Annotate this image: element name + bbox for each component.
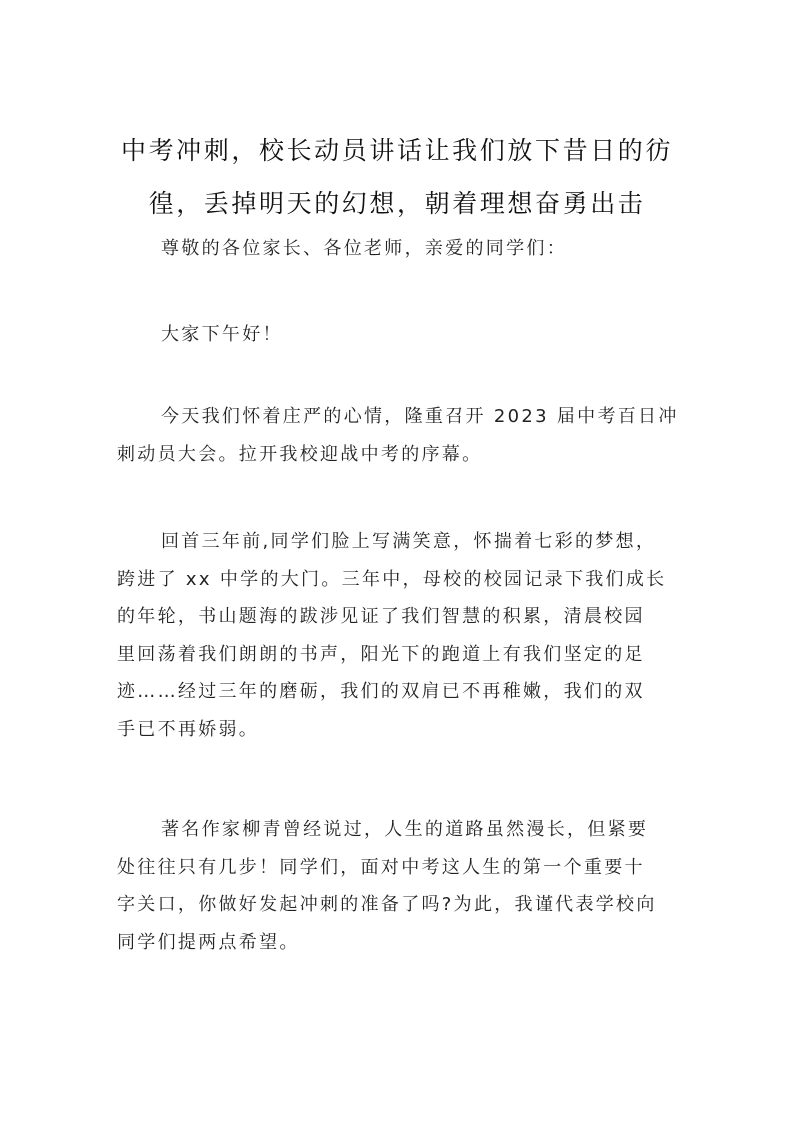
text-line: 今天我们怀着庄严的心情，隆重召开 2023 届中考百日冲 [161, 406, 679, 427]
text-line: 回首三年前,同学们脸上写满笑意，怀揣着七彩的梦想， [161, 531, 657, 552]
body-paragraph [117, 398, 677, 473]
text-line: 手已不再娇弱。 [117, 718, 260, 740]
greeting-paragraph [117, 316, 677, 354]
body-paragraph [117, 811, 677, 961]
text-line: 字关口，你做好发起冲刺的准备了吗?为此，我谨代表学校向 [117, 894, 657, 915]
body-paragraph [117, 523, 677, 748]
document-title [117, 124, 677, 230]
text-line: 尊敬的各位家长、各位老师，亲爱的同学们： [161, 238, 567, 259]
text-line: 处往往只有几步！同学们，面对中考这人生的第一个重要十 [117, 856, 645, 878]
text-line: 跨进了 xx 中学的大门。三年中，母校的校园记录下我们成长 [117, 568, 667, 590]
title-line: 中考冲刺，校长动员讲话让我们放下昔日的彷 [120, 136, 673, 165]
text-line: 里回荡着我们朗朗的书声，阳光下的跑道上有我们坚定的足 [117, 643, 645, 665]
text-line: 同学们提两点希望。 [117, 931, 300, 953]
text-line: 的年轮，书山题海的跋涉见证了我们智慧的积累，清晨校园 [117, 606, 645, 627]
text-line: 刺动员大会。拉开我校迎战中考的序幕。 [117, 443, 483, 465]
text-line: 大家下午好！ [161, 324, 283, 345]
text-line: 迹……经过三年的磨砺，我们的双肩已不再稚嫩，我们的双 [117, 681, 645, 702]
title-line: 徨，丢掉明天的幻想，朝着理想奋勇出击 [148, 189, 646, 218]
text-line: 著名作家柳青曾经说过，人生的道路虽然漫长，但紧要 [161, 819, 649, 840]
salutation-paragraph [117, 230, 677, 268]
